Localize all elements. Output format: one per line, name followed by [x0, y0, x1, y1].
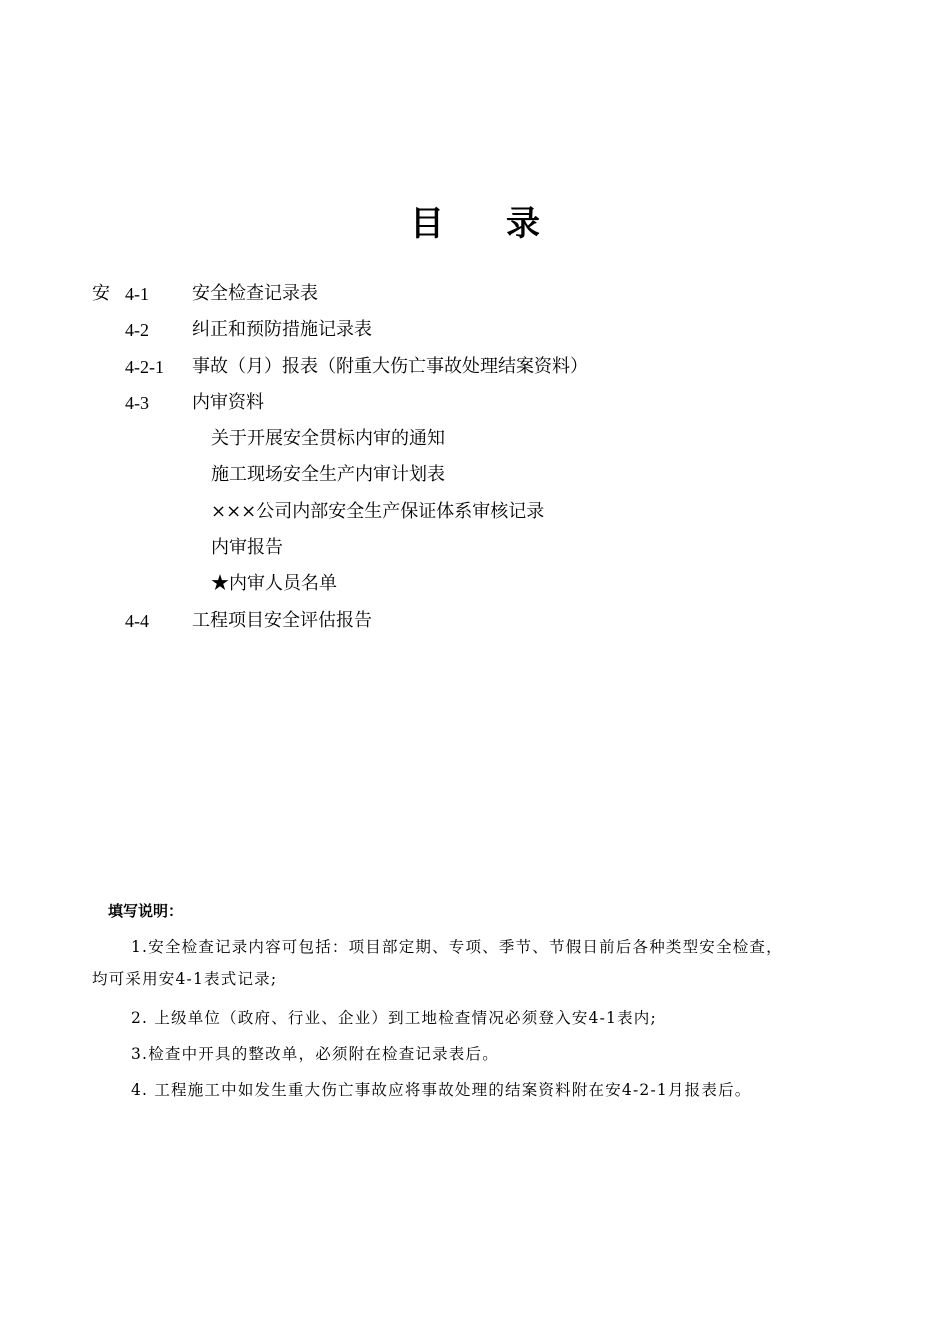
note-line-3: 3.检查中开具的整改单，必须附在检查记录表后。	[131, 1045, 499, 1063]
page-title	[0, 200, 950, 248]
toc-item-label: 安全检查记录表	[192, 283, 318, 304]
note-line-1: 1.安全检查记录内容可包括：项目部定期、专项、季节、节假日前后各种类型安全检查，	[131, 938, 783, 956]
toc-item-number: 4-3	[125, 392, 149, 413]
toc-item-label: 纠正和预防措施记录表	[192, 319, 372, 341]
toc-subitem-label: 施工现场安全生产内审计划表	[211, 464, 445, 486]
toc-item-4-4	[0, 603, 950, 639]
notes-title: 填写说明：	[108, 902, 184, 920]
toc-item-label: 事故（月）报表（附重大伤亡事故处理结案资料）	[192, 355, 588, 377]
note-line-4: 4. 工程施工中如发生重大伤亡事故应将事故处理的结案资料附在安4-2-1月报表后。	[131, 1081, 752, 1099]
note-line-1-continued: 均可采用安4-1表式记录;	[92, 970, 278, 988]
toc-item-4-2	[0, 312, 950, 348]
toc-subitem-label: 关于开展安全贯标内审的通知	[211, 428, 445, 450]
toc-subitem-label: ★内审人员名单	[211, 573, 337, 595]
toc-subitem	[0, 457, 950, 493]
toc-item-number: 4-2-1	[125, 356, 164, 377]
toc-subitem-label: 内审报告	[211, 537, 283, 559]
toc-item-number: 4-4	[125, 610, 149, 631]
toc-item-label: 内审资料	[192, 391, 264, 413]
toc-prefix: 安	[92, 283, 110, 304]
toc-subitem	[0, 566, 950, 602]
toc-subitem	[0, 494, 950, 530]
toc-item-label: 工程项目安全评估报告	[192, 609, 372, 631]
table-of-contents	[0, 276, 950, 639]
toc-subitem-label: ×××公司内部安全生产保证体系审核记录	[211, 500, 545, 522]
toc-subitem	[0, 421, 950, 457]
toc-item-4-2-1	[0, 349, 950, 385]
title-char-1: 目	[410, 204, 444, 244]
toc-item-4-3	[0, 385, 950, 421]
note-line-2: 2. 上级单位（政府、行业、企业）到工地检查情况必须登入安4-1表内;	[131, 1009, 657, 1027]
toc-item-number: 4-1	[125, 284, 149, 304]
toc-item-4-1	[0, 276, 950, 312]
toc-subitem	[0, 530, 950, 566]
title-char-2: 录	[506, 204, 540, 244]
toc-item-number: 4-2	[125, 320, 149, 341]
